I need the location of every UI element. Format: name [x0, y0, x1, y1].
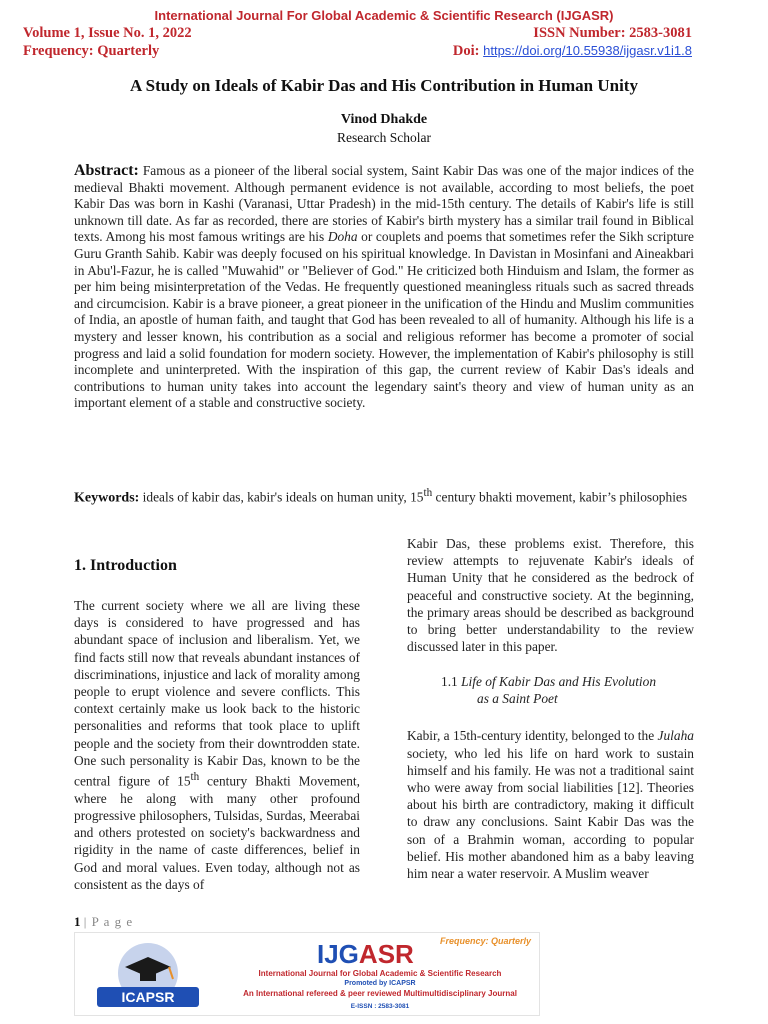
header-left [23, 24, 192, 60]
intro-p1-b: century Bhakti Movement, where he along with many other profound progressive philosophers, Tulsidas, Surdas, Meerabai and others protested on society's backwardness and rigidity in the name of caste differences, belief in God and moral values. Even today, although not as consistent as the days of [74, 773, 360, 892]
abstract-label: Abstract: [74, 162, 139, 179]
journal-name: International Journal For Global Academic & Scientific Research (IJGASR) [154, 8, 614, 23]
keywords-text-a: ideals of kabir das, kabir's ideals on human unity, 15 [139, 489, 424, 505]
subsection-title-line1: Life of Kabir Das and His Evolution [461, 674, 657, 690]
banner-line1: International Journal for Global Academic & Scientific Research [258, 969, 502, 978]
volume-info: Volume 1, Issue No. 1, 2022 [23, 25, 192, 41]
right-column [407, 535, 694, 882]
page-number-value: 1 [74, 914, 81, 929]
page-number [74, 914, 133, 930]
page-label: | P a g e [83, 914, 134, 929]
intro-p1-sup: th [190, 771, 200, 784]
doi-info [453, 42, 692, 60]
banner-frequency: Frequency: Quarterly [439, 936, 531, 946]
subsection-number: 1.1 [441, 674, 458, 690]
banner-brand [317, 939, 414, 970]
subsection-p-b: society, who led his life on hard work to sustain himself and his family. He was not a traditional saint who were away from social liabilities [12]. Theories about his birth are contradictory, making it difficult to draw any conclusions. Saint Kabir Das was the son of a Brahmin woman, according to popular belief. His mother abandoned him as a baby leaving him near a water reservoir. A Muslim weaver [407, 745, 694, 882]
cap-base [140, 971, 156, 981]
author-name: Vinod Dhakde [340, 112, 428, 127]
subsection-title-line2: as a Saint Poet [477, 691, 558, 707]
journal-banner [74, 932, 540, 1016]
issn-info: ISSN Number: 2583-3081 [533, 25, 692, 41]
header-right [453, 24, 692, 60]
abstract [74, 163, 694, 412]
subsection-heading [407, 673, 694, 707]
logo-text: ICAPSR [121, 989, 175, 1005]
abstract-doha-emphasis: Doha [327, 229, 358, 245]
keywords-text-b: century bhakti movement, kabir’s philosophies [432, 489, 688, 505]
frequency-info: Frequency: Quarterly [23, 43, 160, 59]
banner-brand-asr: ASR [358, 939, 414, 969]
intro-paragraph-continued: Kabir Das, these problems exist. Therefore, this review attempts to rejuvenate Kabir's ideals of Human Unity that he considered as the bedrock of peaceful and constructive society. At the beginning, the primary areas should be described as background to bring better understandability to the review discussed later in this paper. [407, 536, 694, 655]
keywords [74, 485, 694, 506]
keywords-sup: th [423, 487, 433, 499]
icapsr-logo [81, 939, 215, 1013]
left-column [74, 557, 360, 893]
intro-p1-a: The current society where we all are living these days is considered to have progressed and has abundant space of inclusion and liberalism. Yet, we find facts still now that reveals abundant instances of discriminations, injustice and lack of morality among people to erupt violence and severe conflicts. This context certainly make us look back to the historic personalities and reforms that took place to uplift people and the society from their downtrodden state. One such personality is Kabir Das, known to be the central figure of 15 [74, 598, 360, 789]
author-affiliation: Research Scholar [336, 130, 432, 145]
keywords-label: Keywords: [74, 490, 140, 506]
subsection-paragraph [407, 727, 694, 882]
subsection-p-em: Julaha [657, 728, 694, 744]
paper-title: A Study on Ideals of Kabir Das and His Contribution in Human Unity [130, 76, 638, 95]
subsection-p-a: Kabir, a 15th-century identity, belonged to the [407, 728, 658, 744]
banner-line4: E-ISSN : 2583-3081 [350, 1003, 410, 1010]
doi-link[interactable]: https://doi.org/10.55938/ijgasr.v1i1.8 [483, 43, 692, 58]
banner-brand-ij: IJG [317, 939, 359, 969]
banner-line3: An International refereed & peer reviewed Multimultidisciplinary Journal [243, 989, 517, 998]
abstract-text: Famous as a pioneer of the liberal social system, Saint Kabir Das was one of the major indices of the medieval Bhakti movement. Although permanent evidence is not available, according to most beliefs, the poet Kabir Das was born in Kashi (Varanasi, Uttar Pradesh) in the mid-15th century. The details of Kabir's life is still unknown till date. As far as recorded, there are stories of Kabir's birth mystery has a similar trail found in Biblical texts. Among his most famous writings are his Doha or couplets and poems that sometimes refer the Sikh scripture Guru Granth Sahib. Kabir was deeply focused on his spiritual knowledge. In Davistan in Mosinfani and Aineakbari in Abu'l-Fazur, he is called "Muwahid" or "Believer of God." He criticized both Hinduism and Islam, the former as per him being misinterpretation of the Vedas. He frequently questioned meaningless rituals such as sacred threads and circumcision. Kabir is a brave pioneer, a great pioneer in the unification of the Hindu and Muslim communities of India, an apostle of human faith, and taught that God has been revealed to all of humanity. Although his life is a mystery and lesser known, his contribution as a social and religious reformer has become a promoter of social progress and laid a solid foundation for modern society. However, the implementation of Kabir's philosophy is still incomplete and uninterpreted. With the inspiration of this gap, the current review of Kabir Das's ideals and contributions to human unity takes into account the legendary saint's theory and view of human unity as an important element of a stable and constructive society. [74, 163, 695, 411]
section-heading-introduction: 1. Introduction [74, 557, 177, 574]
doi-label: Doi: [452, 43, 480, 59]
banner-line2: Promoted by ICAPSR [344, 980, 416, 987]
intro-paragraph [74, 597, 360, 893]
